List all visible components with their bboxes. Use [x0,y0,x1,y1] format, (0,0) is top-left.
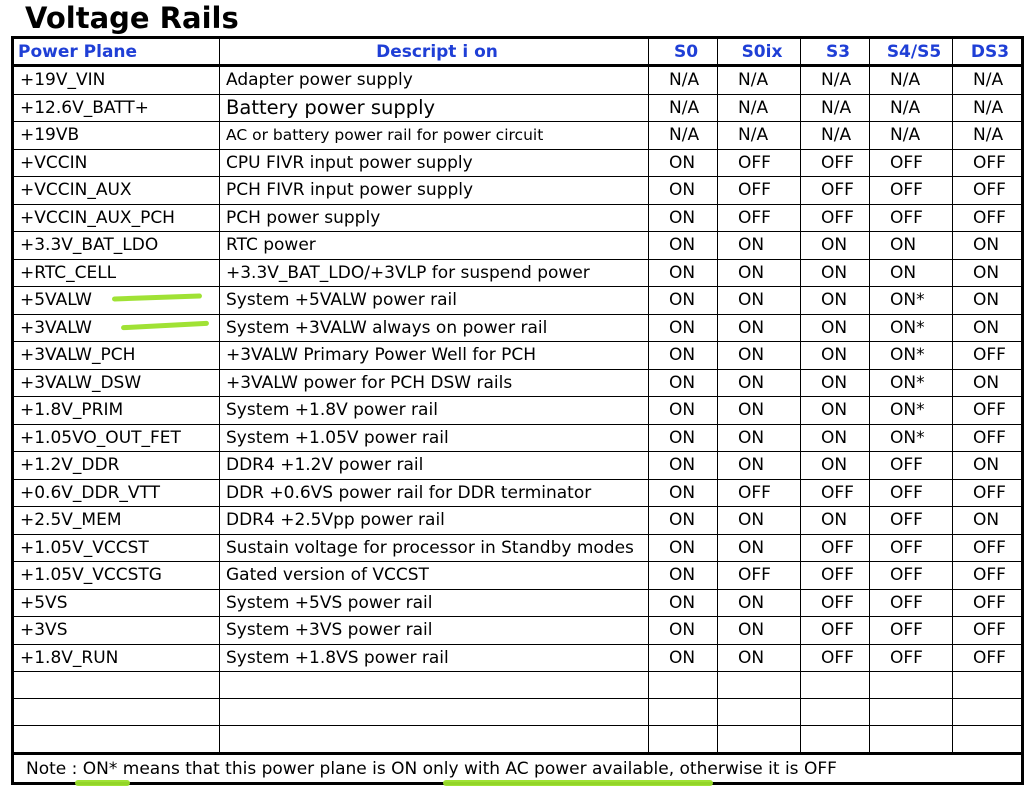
table-row [13,369,1023,397]
state-cell-ds3: ON [953,452,1023,480]
power-plane-cell: +19V_VIN [13,66,220,95]
state-cell-ds3: OFF [953,479,1023,507]
state-cell-s0ix: ON [718,314,801,342]
header-state-ds3: DS3 [953,38,1023,66]
state-cell-s4s5: N/A [870,66,953,95]
power-plane-cell: +1.05VO_OUT_FET [13,424,220,452]
state-cell-s3: ON [801,259,870,287]
state-cell-s0: ON [649,534,718,562]
state-cell-s0: ON [649,287,718,315]
state-cell-s3: N/A [801,94,870,122]
state-cell-s4s5: OFF [870,534,953,562]
state-cell-ds3: N/A [953,66,1023,95]
state-cell-s0ix: ON [718,232,801,260]
empty-cell [870,672,953,699]
header-state-s0ix: S0ix [718,38,801,66]
state-cell-s0: ON [649,232,718,260]
state-cell-s0: ON [649,259,718,287]
empty-cell [953,726,1023,754]
table-row [13,66,1023,95]
state-cell-s4s5: OFF [870,149,953,177]
power-plane-cell: +1.05V_VCCST [13,534,220,562]
power-plane-cell: +0.6V_DDR_VTT [13,479,220,507]
description-cell: DDR4 +1.2V power rail [220,452,649,480]
description-cell: RTC power [220,232,649,260]
state-cell-s0ix: ON [718,644,801,672]
state-cell-ds3: OFF [953,534,1023,562]
power-plane-cell: +5VS [13,589,220,617]
state-cell-s0ix: ON [718,507,801,535]
power-plane-cell: +3VALW [13,314,220,342]
highlight-mark-on-star [75,780,130,786]
state-cell-s4s5: OFF [870,479,953,507]
power-plane-cell: +VCCIN [13,149,220,177]
table-row [13,534,1023,562]
state-cell-s4s5: OFF [870,562,953,590]
state-cell-ds3: ON [953,259,1023,287]
state-cell-s4s5: OFF [870,177,953,205]
header-state-s0: S0 [649,38,718,66]
header-state-s3: S3 [801,38,870,66]
state-cell-s0: ON [649,562,718,590]
power-plane-cell: +3VALW_PCH [13,342,220,370]
state-cell-s3: N/A [801,66,870,95]
state-cell-s4s5: OFF [870,507,953,535]
table-row [13,424,1023,452]
description-cell: System +1.05V power rail [220,424,649,452]
state-cell-ds3: ON [953,314,1023,342]
state-cell-s0: ON [649,589,718,617]
state-cell-s0: ON [649,177,718,205]
state-cell-s3: ON [801,287,870,315]
state-cell-s4s5: OFF [870,589,953,617]
state-cell-ds3: OFF [953,589,1023,617]
description-cell: DDR +0.6VS power rail for DDR terminator [220,479,649,507]
state-cell-s0ix: ON [718,534,801,562]
blank-row [13,699,1023,726]
state-cell-s3: ON [801,424,870,452]
description-cell: CPU FIVR input power supply [220,149,649,177]
description-cell: Gated version of VCCST [220,562,649,590]
table-row [13,94,1023,122]
description-cell: Battery power supply [220,94,649,122]
state-cell-s0: ON [649,644,718,672]
table-row [13,342,1023,370]
state-cell-ds3: OFF [953,342,1023,370]
footnote: Note : ON* means that this power plane is ON only with AC power available, otherwise it is OFF [13,754,1023,784]
state-cell-s0: ON [649,479,718,507]
state-cell-s4s5: N/A [870,94,953,122]
empty-cell [801,726,870,754]
state-cell-s4s5: N/A [870,122,953,150]
description-cell: Sustain voltage for processor in Standby modes [220,534,649,562]
state-cell-s3: ON [801,369,870,397]
state-cell-ds3: OFF [953,644,1023,672]
state-cell-ds3: ON [953,369,1023,397]
table-row [13,122,1023,150]
state-cell-s3: OFF [801,589,870,617]
state-cell-s0: ON [649,397,718,425]
description-cell: System +3VS power rail [220,617,649,645]
state-cell-s0ix: ON [718,259,801,287]
state-cell-ds3: OFF [953,177,1023,205]
description-cell: PCH power supply [220,204,649,232]
state-cell-s0: N/A [649,122,718,150]
empty-cell [718,699,801,726]
state-cell-ds3: N/A [953,94,1023,122]
table-row [13,232,1023,260]
state-cell-s0: ON [649,204,718,232]
state-cell-s4s5: ON* [870,424,953,452]
table-row [13,287,1023,315]
state-cell-s3: ON [801,314,870,342]
empty-cell [870,726,953,754]
state-cell-s0ix: ON [718,617,801,645]
empty-cell [220,672,649,699]
header-state-s4s5: S4/S5 [870,38,953,66]
description-cell: DDR4 +2.5Vpp power rail [220,507,649,535]
state-cell-s4s5: ON* [870,369,953,397]
table-body [13,66,1023,672]
state-cell-s3: OFF [801,204,870,232]
table-header-row [13,38,1023,66]
power-plane-cell: +5VALW [13,287,220,315]
power-plane-cell: +1.2V_DDR [13,452,220,480]
empty-cell [649,672,718,699]
state-cell-s3: OFF [801,479,870,507]
state-cell-s4s5: ON [870,259,953,287]
state-cell-s0: ON [649,452,718,480]
description-cell: +3.3V_BAT_LDO/+3VLP for suspend power [220,259,649,287]
table-row [13,507,1023,535]
state-cell-s3: N/A [801,122,870,150]
empty-cell [801,672,870,699]
state-cell-s0ix: ON [718,342,801,370]
state-cell-s0ix: N/A [718,122,801,150]
state-cell-ds3: OFF [953,562,1023,590]
highlight-mark-ac-power [443,780,713,786]
state-cell-ds3: ON [953,287,1023,315]
power-plane-cell: +3VALW_DSW [13,369,220,397]
power-plane-cell: +3.3V_BAT_LDO [13,232,220,260]
table-row [13,259,1023,287]
empty-cell [718,672,801,699]
state-cell-ds3: OFF [953,149,1023,177]
power-plane-cell: +RTC_CELL [13,259,220,287]
table-row [13,452,1023,480]
state-cell-ds3: ON [953,507,1023,535]
state-cell-ds3: ON [953,232,1023,260]
description-cell: System +1.8V power rail [220,397,649,425]
blank-row [13,726,1023,754]
state-cell-ds3: OFF [953,617,1023,645]
state-cell-s4s5: ON* [870,342,953,370]
state-cell-s0ix: ON [718,287,801,315]
state-cell-s0: ON [649,342,718,370]
state-cell-s4s5: OFF [870,452,953,480]
state-cell-s3: OFF [801,617,870,645]
state-cell-s0ix: OFF [718,177,801,205]
header-description: Descript i on [220,38,649,66]
empty-cell [13,699,220,726]
state-cell-s0: N/A [649,66,718,95]
voltage-rails-table [11,36,1024,785]
state-cell-ds3: OFF [953,204,1023,232]
state-cell-s3: OFF [801,149,870,177]
state-cell-ds3: OFF [953,424,1023,452]
state-cell-s0ix: ON [718,397,801,425]
empty-cell [718,726,801,754]
state-cell-s4s5: ON* [870,287,953,315]
state-cell-s4s5: OFF [870,644,953,672]
state-cell-s0ix: N/A [718,94,801,122]
state-cell-s4s5: OFF [870,617,953,645]
state-cell-s0: ON [649,617,718,645]
state-cell-s0: N/A [649,94,718,122]
state-cell-s0ix: ON [718,452,801,480]
description-cell: AC or battery power rail for power circuit [220,122,649,150]
empty-cell [801,699,870,726]
state-cell-s0ix: OFF [718,479,801,507]
state-cell-s0ix: ON [718,424,801,452]
state-cell-s4s5: ON [870,232,953,260]
state-cell-s0: ON [649,369,718,397]
description-cell: System +5VALW power rail [220,287,649,315]
note-row [13,754,1023,784]
state-cell-s3: OFF [801,562,870,590]
state-cell-s0ix: OFF [718,204,801,232]
state-cell-s0: ON [649,149,718,177]
page-title: Voltage Rails [25,1,239,35]
header-power-plane: Power Plane [13,38,220,66]
power-plane-cell: +19VB [13,122,220,150]
state-cell-s3: ON [801,397,870,425]
empty-cell [220,726,649,754]
empty-cell [649,699,718,726]
table-row [13,644,1023,672]
state-cell-s0ix: ON [718,369,801,397]
empty-cell [220,699,649,726]
description-cell: +3VALW Primary Power Well for PCH [220,342,649,370]
state-cell-s3: ON [801,507,870,535]
table-row [13,562,1023,590]
description-cell: PCH FIVR input power supply [220,177,649,205]
state-cell-s0ix: OFF [718,562,801,590]
power-plane-cell: +1.8V_PRIM [13,397,220,425]
table-row [13,589,1023,617]
description-cell: System +1.8VS power rail [220,644,649,672]
power-plane-cell: +1.8V_RUN [13,644,220,672]
state-cell-s0: ON [649,507,718,535]
power-plane-cell: +VCCIN_AUX_PCH [13,204,220,232]
state-cell-s0ix: OFF [718,149,801,177]
state-cell-s3: ON [801,452,870,480]
empty-cell [13,672,220,699]
description-cell: System +5VS power rail [220,589,649,617]
state-cell-s4s5: ON* [870,314,953,342]
table-row [13,617,1023,645]
state-cell-s0: ON [649,424,718,452]
state-cell-s3: ON [801,232,870,260]
state-cell-s3: OFF [801,534,870,562]
state-cell-s0ix: N/A [718,66,801,95]
empty-cell [13,726,220,754]
state-cell-ds3: OFF [953,397,1023,425]
state-cell-ds3: N/A [953,122,1023,150]
power-plane-cell: +3VS [13,617,220,645]
state-cell-s3: ON [801,342,870,370]
table-row [13,397,1023,425]
power-plane-cell: +2.5V_MEM [13,507,220,535]
description-cell: Adapter power supply [220,66,649,95]
empty-cell [953,672,1023,699]
power-plane-cell: +VCCIN_AUX [13,177,220,205]
empty-cell [870,699,953,726]
table-row [13,149,1023,177]
table-row [13,177,1023,205]
state-cell-s3: OFF [801,644,870,672]
empty-cell [953,699,1023,726]
state-cell-s3: OFF [801,177,870,205]
state-cell-s0ix: ON [718,589,801,617]
description-cell: System +3VALW always on power rail [220,314,649,342]
table-row [13,204,1023,232]
power-plane-cell: +12.6V_BATT+ [13,94,220,122]
state-cell-s0: ON [649,314,718,342]
state-cell-s4s5: OFF [870,204,953,232]
description-cell: +3VALW power for PCH DSW rails [220,369,649,397]
table-row [13,479,1023,507]
power-plane-cell: +1.05V_VCCSTG [13,562,220,590]
blank-row [13,672,1023,699]
state-cell-s4s5: ON* [870,397,953,425]
empty-cell [649,726,718,754]
